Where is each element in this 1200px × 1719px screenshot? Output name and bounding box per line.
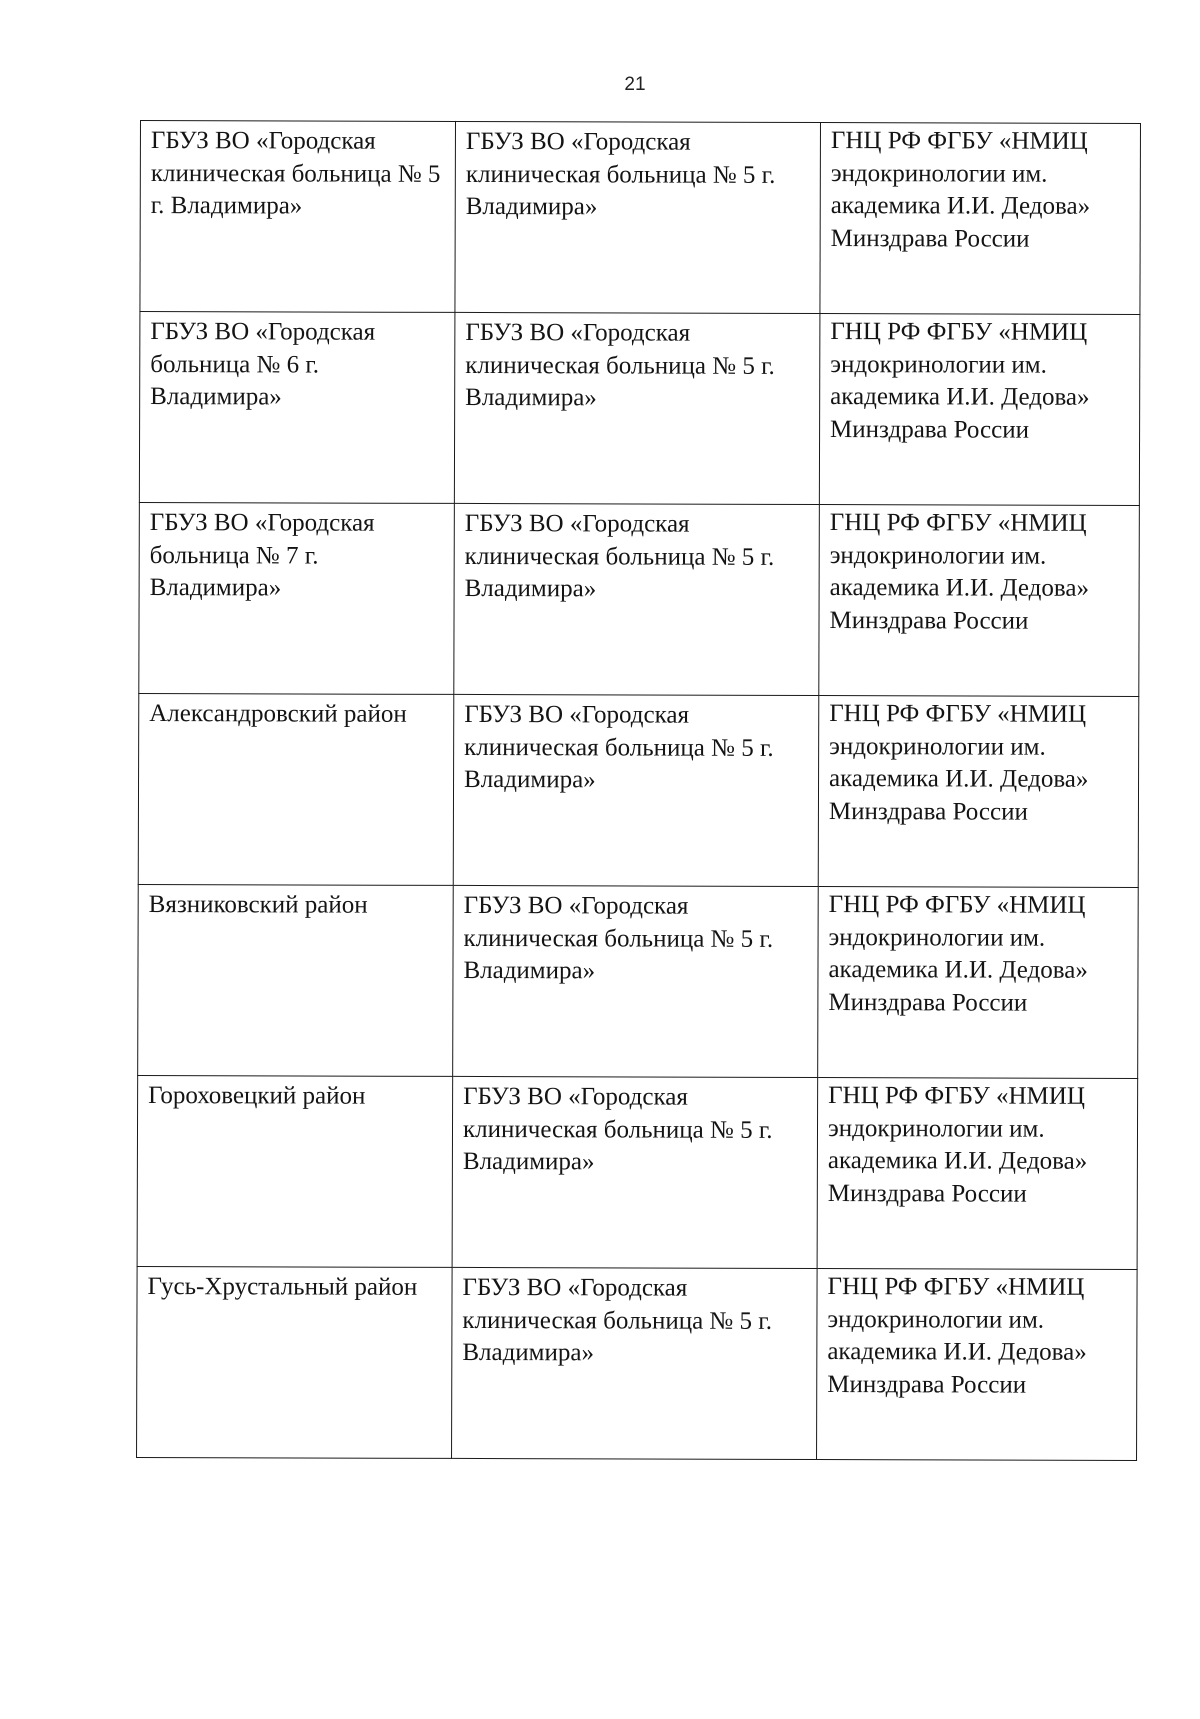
region-cell: Гусь-Хрустальный район	[137, 1266, 453, 1458]
center-cell: ГНЦ РФ ФГБУ «НМИЦ эндокринологии им. академика И.И. Дедова» Минздрава России	[817, 1078, 1138, 1270]
referral-cell: ГБУЗ ВО «Городская клиническая больница № 5 г. Владимира»	[455, 121, 821, 313]
referral-cell: ГБУЗ ВО «Городская клиническая больница № 5 г. Владимира»	[454, 312, 820, 504]
table-row	[140, 121, 1141, 315]
table-row	[138, 884, 1139, 1078]
referral-cell: ГБУЗ ВО «Городская клиническая больница № 5 г. Владимира»	[454, 503, 820, 695]
page-number: 21	[624, 74, 646, 95]
table-row	[138, 693, 1139, 887]
center-cell: ГНЦ РФ ФГБУ «НМИЦ эндокринологии им. академика И.И. Дедова» Минздрава России	[818, 696, 1139, 888]
region-cell: Александровский район	[138, 693, 454, 885]
region-cell: ГБУЗ ВО «Городская больница № 6 г. Владимира»	[139, 312, 455, 504]
table-row	[139, 312, 1140, 506]
region-cell: ГБУЗ ВО «Городская больница № 7 г. Владимира»	[139, 502, 455, 694]
region-cell: ГБУЗ ВО «Городская клиническая больница № 5 г. Владимира»	[140, 121, 456, 313]
center-cell: ГНЦ РФ ФГБУ «НМИЦ эндокринологии им. академика И.И. Дедова» Минздрава России	[818, 887, 1139, 1079]
referral-cell: ГБУЗ ВО «Городская клиническая больница № 5 г. Владимира»	[453, 885, 819, 1077]
region-cell: Вязниковский район	[138, 884, 454, 1076]
referral-cell: ГБУЗ ВО «Городская клиническая больница № 5 г. Владимира»	[453, 694, 819, 886]
center-cell: ГНЦ РФ ФГБУ «НМИЦ эндокринологии им. академика И.И. Дедова» Минздрава России	[819, 505, 1140, 697]
referral-cell: ГБУЗ ВО «Городская клиническая больница № 5 г. Владимира»	[452, 1267, 818, 1459]
table-row	[137, 1266, 1138, 1460]
center-cell: ГНЦ РФ ФГБУ «НМИЦ эндокринологии им. академика И.И. Дедова» Минздрава России	[820, 123, 1141, 315]
referral-cell: ГБУЗ ВО «Городская клиническая больница № 5 г. Владимира»	[452, 1076, 818, 1268]
region-cell: Гороховецкий район	[137, 1075, 453, 1267]
center-cell: ГНЦ РФ ФГБУ «НМИЦ эндокринологии им. академика И.И. Дедова» Минздрава России	[817, 1269, 1138, 1461]
table-row	[137, 1075, 1138, 1269]
routing-table	[136, 120, 1141, 1461]
table-row	[139, 502, 1140, 696]
center-cell: ГНЦ РФ ФГБУ «НМИЦ эндокринологии им. академика И.И. Дедова» Минздрава России	[819, 314, 1140, 506]
